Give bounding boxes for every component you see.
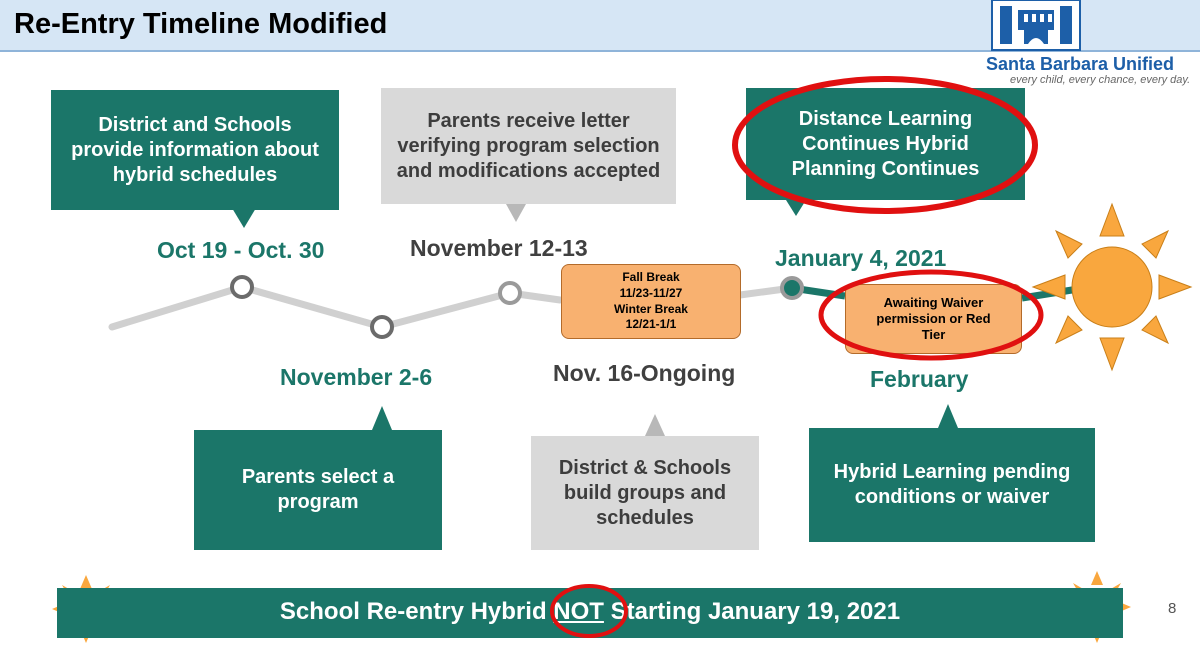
logo-tagline: every child, every chance, every day.	[1010, 74, 1191, 86]
winter-break-title: Winter Break	[614, 301, 688, 316]
banner-not-emphasis: NOT	[553, 598, 604, 625]
timeline-node-oct	[232, 277, 252, 297]
callout-parents-letter: Parents receive letter verifying program selection and modifications accepted	[381, 88, 676, 204]
callout-pointer-oct	[232, 208, 256, 228]
break-box	[561, 264, 741, 339]
slide-title: Re-Entry Timeline Modified	[14, 8, 388, 40]
callout-build-groups: District & Schools build groups and schedules	[531, 436, 759, 550]
banner-text-before: School Re-entry Hybrid	[279, 598, 554, 625]
timeline-line	[112, 287, 560, 327]
callout-hybrid-learning: Hybrid Learning pending conditions or waiver	[809, 428, 1095, 542]
callout-pointer-feb	[938, 404, 958, 428]
callout-pointer-jan4	[786, 200, 806, 216]
callout-parents-select: Parents select a program	[194, 430, 442, 550]
sun-icon	[1033, 204, 1191, 370]
banner-text-after: Starting January 19, 2021	[603, 598, 901, 625]
logo-name: Santa Barbara Unified	[986, 54, 1175, 74]
bottom-banner-text	[57, 598, 1123, 626]
date-feb: February	[870, 366, 969, 392]
date-nov2: November 2-6	[280, 364, 433, 390]
winter-break-dates: 12/21-1/1	[625, 317, 677, 332]
callout-pointer-nov16	[645, 414, 665, 436]
callout-distance-learning: Distance Learning Continues Hybrid Planning Continues	[746, 88, 1025, 200]
page-number: 8	[1168, 600, 1177, 617]
date-nov16: Nov. 16-Ongoing	[553, 360, 736, 386]
callout-pointer-nov12	[506, 204, 526, 222]
waiver-box: Awaiting Waiver permission or Red Tier	[845, 284, 1022, 354]
timeline-node-nov2	[372, 317, 392, 337]
date-nov12: November 12-13	[410, 235, 588, 261]
timeline-node-nov12	[500, 283, 520, 303]
callout-district-info: District and Schools provide information about hybrid schedules	[51, 90, 339, 210]
date-oct: Oct 19 - Oct. 30	[157, 237, 325, 263]
fall-break-title: Fall Break	[622, 270, 680, 285]
fall-break-dates: 11/23-11/27	[619, 285, 683, 300]
callout-pointer-nov2	[372, 406, 392, 430]
date-jan4: January 4, 2021	[775, 245, 947, 271]
timeline-node-jan4	[782, 278, 802, 298]
